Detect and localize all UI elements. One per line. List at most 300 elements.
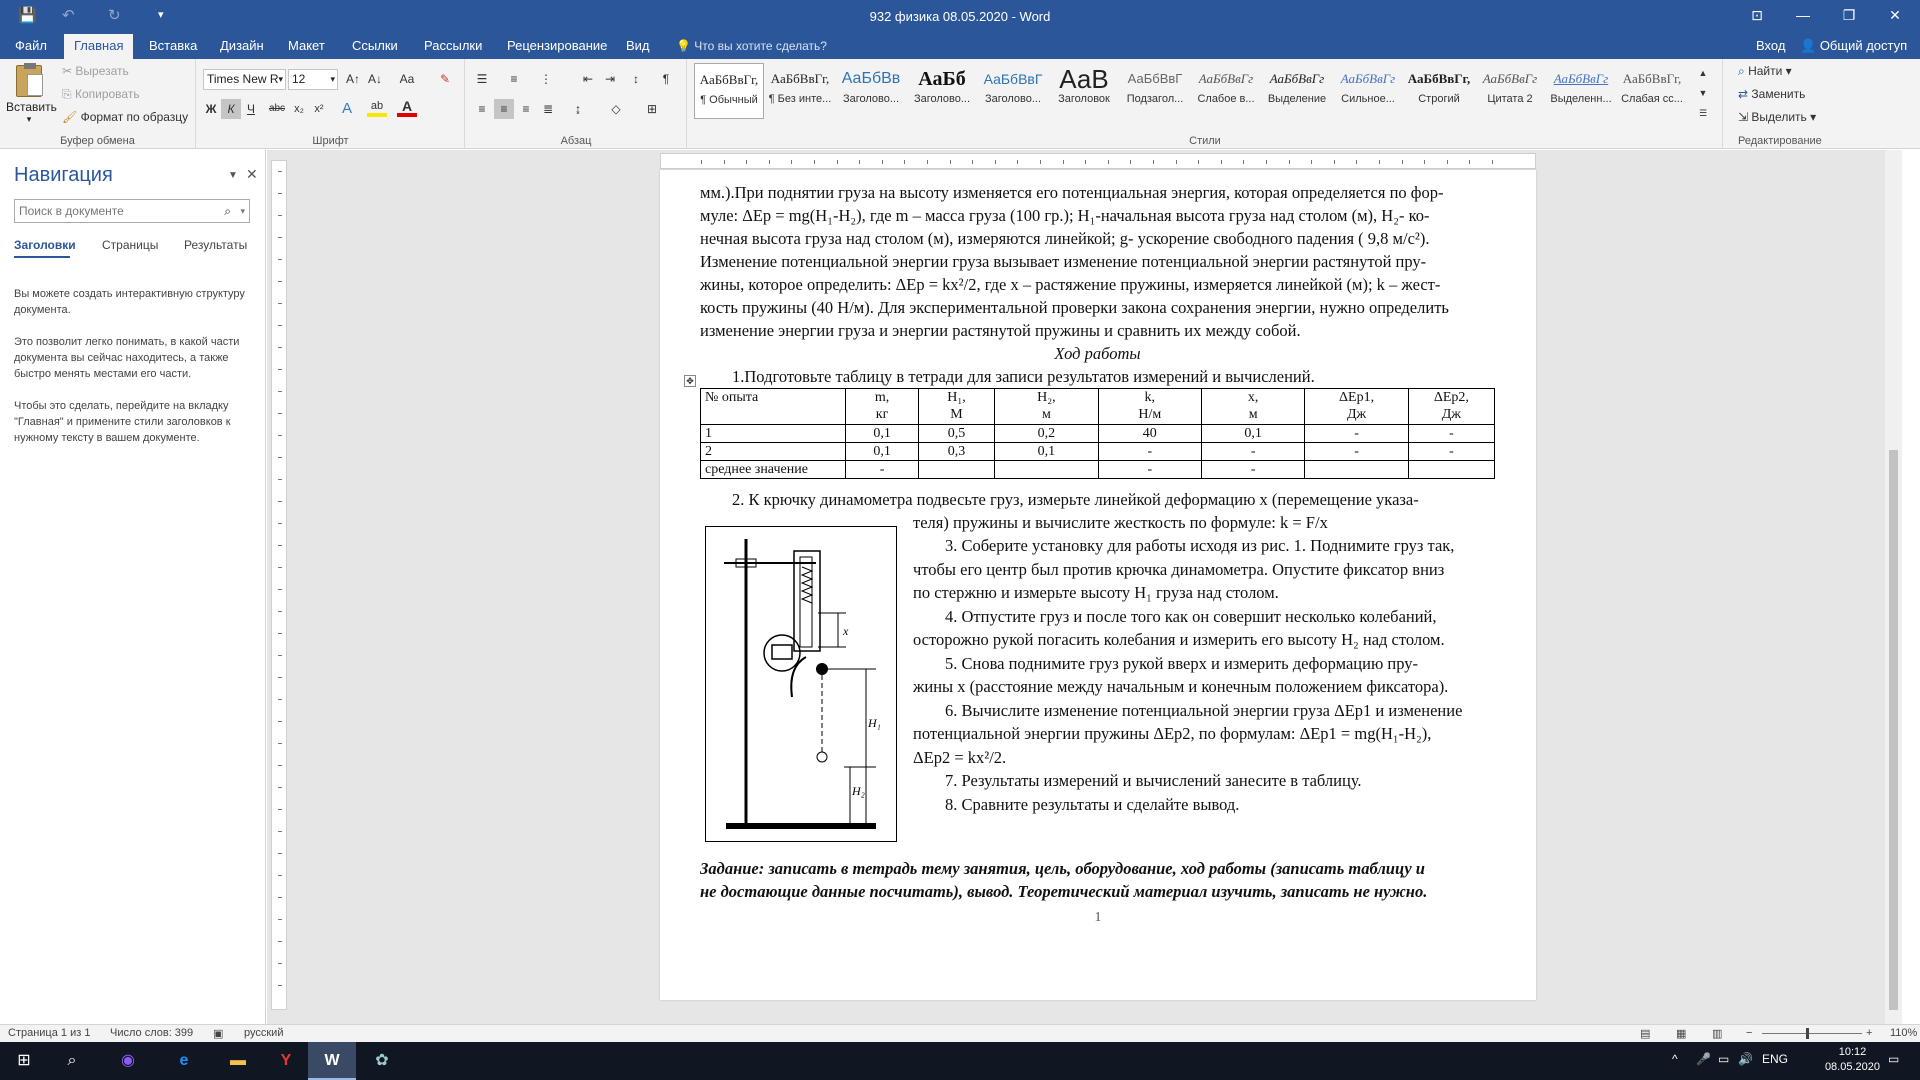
style-preview: АаБбВв	[841, 70, 901, 87]
vertical-scrollbar[interactable]	[1885, 150, 1902, 1024]
ruler-tick	[995, 160, 996, 164]
text-effects-icon[interactable]: A	[341, 100, 352, 117]
tell-me-box[interactable]	[676, 39, 827, 53]
align-center-icon[interactable]: ≡	[494, 99, 514, 119]
format-painter-button[interactable]	[62, 110, 188, 124]
header-text: m,	[874, 390, 890, 405]
style-tile[interactable]	[1546, 63, 1616, 119]
ruler-tick	[972, 160, 973, 164]
table-cell[interactable]: 40	[1098, 425, 1201, 443]
ruler-tick	[278, 215, 282, 216]
procedure-line: ΔEр2 = kx²/2.	[913, 747, 1007, 767]
find-button[interactable]: ⌕ Найти ▾	[1738, 64, 1792, 78]
copy-button[interactable]	[62, 87, 140, 102]
header-text: Дж	[1346, 407, 1367, 422]
table-cell[interactable]: -	[1201, 443, 1304, 461]
table-cell[interactable]: 1	[701, 425, 846, 443]
shrink-font-icon[interactable]: A↓	[367, 72, 382, 86]
style-preview: АаБбВвГг	[1269, 71, 1325, 86]
ruler-tick	[278, 347, 282, 348]
tab-references[interactable]: Ссылки	[352, 38, 398, 53]
ruler-tick	[278, 391, 282, 392]
ruler-tick	[1289, 160, 1290, 164]
ruler-tick	[1108, 160, 1109, 164]
table-cell[interactable]: 0,1	[846, 425, 919, 443]
ruler-tick	[1311, 160, 1312, 164]
chevron-down-icon: ▾	[330, 74, 335, 84]
vertical-ruler[interactable]	[271, 160, 287, 1010]
ruler-tick	[278, 589, 282, 590]
ruler-tick	[1402, 160, 1403, 164]
header-text: ΔEр1,	[1339, 390, 1375, 405]
change-case-icon[interactable]: Aa	[399, 72, 415, 86]
zoom-out-icon[interactable]: −	[1746, 1027, 1753, 1039]
nav-hint-1: Вы можете создать интерактивную структуру документа.	[14, 288, 245, 316]
ruler-tick	[278, 369, 282, 370]
procedure-line: жины x (расстояние между начальным и конечным положением фиксатора).	[913, 677, 1449, 696]
ruler-tick	[927, 160, 928, 164]
ruler-tick	[882, 160, 883, 164]
table-cell[interactable]: -	[1408, 443, 1494, 461]
ruler-tick	[278, 457, 282, 458]
style-tile[interactable]	[978, 63, 1048, 119]
procedure-line: 4. Отпустите груз и после того как он совершит несколько колебаний,	[945, 606, 1437, 626]
borders-icon[interactable]: ⊞	[646, 102, 658, 116]
ruler-tick	[859, 160, 860, 164]
ruler-tick	[278, 787, 282, 788]
sign-in-link[interactable]: Вход	[1756, 38, 1786, 53]
style-tile[interactable]	[1262, 63, 1332, 119]
ruler-tick	[278, 831, 282, 832]
procedure-line: чтобы его центр был против крючка динамометра. Опустите фиксатор вниз	[913, 559, 1445, 579]
clipboard-group-label: Буфер обмена	[60, 135, 135, 147]
copy-label: Копировать	[74, 87, 140, 101]
increase-indent-icon[interactable]: ⇥	[604, 72, 616, 86]
font-group	[197, 59, 465, 149]
style-name: Выделение	[1267, 93, 1327, 105]
font-family-value: Times New R	[207, 72, 279, 86]
sort-icon[interactable]: ↕	[633, 72, 639, 86]
tab-design[interactable]: Дизайн	[220, 38, 264, 53]
find-label: Найти	[1748, 64, 1783, 78]
volume-icon[interactable]: 🔊	[1738, 1052, 1753, 1066]
person-icon: 👤	[1800, 38, 1817, 53]
scroll-down-icon[interactable]: ▼	[1698, 88, 1708, 98]
table-cell[interactable]: 0,5	[918, 425, 994, 443]
table-header-cell	[1408, 389, 1494, 425]
table-cell[interactable]: 2	[701, 443, 846, 461]
font-color-icon[interactable]: A	[397, 99, 417, 117]
figure-label-x: x	[843, 624, 849, 638]
restore-button[interactable]: ❐	[1842, 7, 1856, 23]
ruler-tick	[278, 677, 282, 678]
style-name: Строгий	[1418, 93, 1460, 105]
ruler-tick	[278, 875, 282, 876]
table-cell[interactable]	[1408, 461, 1494, 479]
style-name: Заголовок	[1058, 93, 1110, 105]
style-name: Заголово...	[842, 93, 900, 105]
word-taskbar-icon[interactable]: W	[308, 1042, 356, 1080]
align-right-icon[interactable]: ≡	[522, 102, 530, 116]
ruler-tick	[278, 479, 282, 480]
font-size-select[interactable]	[288, 69, 338, 90]
apparatus-drawing	[706, 527, 896, 841]
style-preview: АаБбВвГг	[1198, 71, 1254, 86]
paste-label: Вставить	[6, 100, 57, 114]
header-text: № опыта	[705, 390, 759, 405]
search-input[interactable]	[14, 199, 250, 223]
ruler-tick	[1447, 160, 1448, 164]
ruler-tick	[724, 160, 725, 164]
paintbrush-icon: 🖌	[62, 110, 78, 124]
style-tile[interactable]	[1049, 63, 1119, 119]
grow-font-icon[interactable]: A↑	[345, 72, 360, 86]
read-mode-icon[interactable]: ▤	[1640, 1028, 1651, 1040]
style-tile[interactable]	[1475, 63, 1545, 119]
underline-icon[interactable]: Ч	[247, 102, 255, 116]
cut-button[interactable]	[62, 64, 129, 78]
ruler-tick	[278, 193, 282, 194]
window-title: 932 физика 08.05.2020 - Word	[869, 9, 1051, 24]
table-cell[interactable]: 0,1	[1201, 425, 1304, 443]
style-preview: АаБбВвГг,	[699, 72, 759, 87]
word-count[interactable]: Число слов: 399	[110, 1027, 194, 1039]
clock[interactable]	[1825, 1045, 1880, 1075]
style-preview: АаБбВвГг,	[770, 71, 830, 86]
tab-results[interactable]: Результаты	[184, 238, 248, 252]
procedure-line: осторожно рукой погасить колебания и измерить его высоту H₂ над столом.	[913, 630, 1445, 649]
table-cell[interactable]	[1305, 461, 1408, 479]
tab-view[interactable]: Вид	[626, 38, 650, 53]
ruler-tick	[278, 171, 282, 172]
tab-home[interactable]: Главная	[64, 34, 133, 59]
network-icon[interactable]: ▭	[1718, 1052, 1730, 1066]
style-tile[interactable]	[836, 63, 906, 119]
style-tile[interactable]	[1333, 63, 1403, 119]
tab-review[interactable]: Рецензирование	[507, 38, 608, 53]
style-preview: АаБбВвГг	[1553, 71, 1609, 86]
font-family-select[interactable]	[203, 69, 286, 90]
chevron-down-icon[interactable]: ▾	[240, 206, 245, 216]
table-cell[interactable]: 0,1	[846, 443, 919, 461]
chevron-down-icon: ▾	[278, 74, 283, 84]
results-table[interactable]	[700, 388, 1495, 479]
ruler-tick	[904, 160, 905, 164]
redo-icon[interactable]: ↻	[108, 7, 121, 24]
clear-formatting-icon[interactable]: ✎	[439, 72, 451, 86]
ruler-tick	[278, 237, 282, 238]
body-line: кость пружины (40 Н/м). Для экспериментальной проверки закона сохранения энергии, нужно определить	[700, 298, 1449, 317]
style-tile[interactable]	[1617, 63, 1687, 119]
style-tile[interactable]	[1404, 63, 1474, 119]
style-name: Сильное...	[1341, 93, 1395, 105]
ruler-tick	[1221, 160, 1222, 164]
table-cell[interactable]: 0,1	[995, 443, 1098, 461]
ruler-tick	[278, 325, 282, 326]
table-header-cell	[918, 389, 994, 425]
pilcrow-icon[interactable]: ¶	[662, 72, 670, 86]
page-number: 1	[1094, 910, 1102, 925]
procedure-line: 5. Снова поднимите груз рукой вверх и измерить деформацию пру-	[945, 653, 1418, 673]
table-cell[interactable]	[995, 461, 1098, 479]
tab-layout[interactable]: Макет	[288, 38, 325, 53]
table-cell[interactable]: -	[1305, 425, 1408, 443]
alice-assistant-icon[interactable]: ◉	[121, 1052, 135, 1069]
body-line: мм.).При поднятии груза на высоту изменяется его потенциальная энергия, которая определяется по фор-	[700, 183, 1444, 202]
shading-icon[interactable]: ◇	[611, 102, 621, 116]
decrease-indent-icon[interactable]: ⇤	[582, 72, 594, 86]
body-line: Изменение потенциальной энергии груза вызывает изменение потенциальной энергии растянутой пру-	[700, 252, 1427, 271]
numbering-icon[interactable]: ≡	[510, 72, 518, 86]
zoom-slider-thumb[interactable]	[1806, 1028, 1809, 1039]
language[interactable]: русский	[244, 1027, 284, 1039]
header-text: ΔEр2,	[1433, 390, 1469, 405]
scroll-up-icon[interactable]: ▲	[1698, 68, 1708, 78]
tab-insert[interactable]: Вставка	[149, 38, 198, 53]
style-name: Слабая сс...	[1621, 93, 1683, 105]
ruler-tick	[278, 611, 282, 612]
status-bar	[0, 1024, 1920, 1042]
style-tile[interactable]	[765, 63, 835, 119]
ruler-tick	[278, 809, 282, 810]
minimize-button[interactable]: —	[1796, 7, 1810, 23]
table-header-cell	[846, 389, 919, 425]
notifications-icon[interactable]: ▭	[1888, 1052, 1900, 1066]
tab-file[interactable]: Файл	[15, 38, 47, 53]
bold-icon[interactable]: Ж	[205, 102, 217, 116]
active-tab-underline	[14, 256, 70, 258]
table-cell[interactable]: 0,2	[995, 425, 1098, 443]
procedure-line: 3. Соберите установку для работы исходя из рис. 1. Поднимите груз так,	[945, 536, 1455, 555]
table-row	[701, 425, 1495, 443]
ruler-tick	[1063, 160, 1064, 164]
select-button[interactable]: ⇲ Выделить ▾	[1738, 110, 1817, 124]
table-header-row	[701, 389, 1495, 425]
style-preview: АаБбВвГг,	[1407, 71, 1471, 86]
paste-button[interactable]	[6, 63, 57, 133]
table-cell[interactable]: -	[1098, 443, 1201, 461]
replace-button[interactable]	[1738, 87, 1805, 101]
ruler-tick	[278, 919, 282, 920]
ruler-tick	[278, 765, 282, 766]
table-cell[interactable]: -	[1408, 425, 1494, 443]
header-text: k,	[1144, 390, 1156, 405]
table-cell[interactable]	[918, 461, 994, 479]
justify-icon[interactable]: ≣	[542, 102, 554, 116]
show-hidden-icons-icon[interactable]: ^	[1672, 1052, 1678, 1066]
table-header-cell	[1098, 389, 1201, 425]
edge-icon[interactable]: e	[179, 1052, 189, 1069]
nav-hint-2: Это позволит легко понимать, в какой части документа вы сейчас находитесь, а также быстро менять местами его части.	[14, 336, 240, 380]
figure-label-h2: H₂	[852, 784, 865, 798]
ruler-tick	[278, 897, 282, 898]
horizontal-ruler[interactable]	[660, 153, 1536, 169]
header-text: м	[1248, 407, 1258, 422]
style-tile[interactable]	[1191, 63, 1261, 119]
windows-start-icon[interactable]: ⊞	[17, 1052, 31, 1069]
step-2-line-2: теля) пружины и вычислите жесткость по формуле: k = F/x	[913, 513, 1328, 532]
table-cell[interactable]: -	[846, 461, 919, 479]
style-preview: АаБбВвГ	[1127, 71, 1183, 86]
multilevel-list-icon[interactable]: ⋮	[540, 72, 552, 86]
ruler-tick	[1266, 160, 1267, 164]
highlight-icon[interactable]: ab	[367, 99, 387, 117]
ruler-tick	[278, 567, 282, 568]
ruler-tick	[950, 160, 951, 164]
ruler-tick	[278, 413, 282, 414]
taskbar	[0, 1042, 1920, 1080]
align-left-icon[interactable]: ≡	[478, 102, 486, 116]
body-line: изменение энергии груза и энергии растянутой пружины и сравнить их между собой.	[700, 321, 1301, 340]
body-line: жины, которое определить: ΔEр = kx²/2, где x – растяжение пружины, измеряется линейкой (м); k – жест-	[700, 275, 1441, 294]
table-cell[interactable]: среднее значение	[701, 461, 846, 479]
chevron-down-icon: ▾	[26, 114, 32, 124]
style-preview: АаБбВвГг	[1340, 71, 1396, 86]
ribbon	[0, 59, 1920, 149]
ruler-tick	[1153, 160, 1154, 164]
page-count[interactable]: Страница 1 из 1	[8, 1027, 91, 1039]
search-icon: ⌕	[1738, 64, 1745, 78]
cursor-icon: ⇲	[1738, 110, 1749, 124]
ruler-tick	[1198, 160, 1199, 164]
table-cell[interactable]: 0,3	[918, 443, 994, 461]
style-preview: АаВ	[1059, 64, 1109, 93]
style-name: ¶ Обычный	[700, 94, 758, 106]
table-row	[701, 443, 1495, 461]
procedure-line: 8. Сравните результаты и сделайте вывод.	[945, 794, 1240, 814]
close-icon[interactable]: ✕	[246, 166, 258, 182]
pane-options-icon[interactable]: ▼	[228, 170, 238, 181]
zoom-in-icon[interactable]: +	[1866, 1027, 1873, 1039]
scrollbar-thumb[interactable]	[1889, 450, 1898, 1010]
style-preview: АаБбВвГг	[1482, 71, 1538, 86]
header-text: Н/м	[1138, 407, 1162, 422]
ruler-tick	[278, 501, 282, 502]
title-bar	[0, 0, 1920, 34]
ruler-tick	[278, 963, 282, 964]
styles-group	[688, 59, 1723, 149]
style-preview: АаБбВвГг,	[1622, 71, 1682, 86]
customize-toolbar-icon[interactable]: ▾	[158, 9, 164, 21]
section-heading: Ход работы	[1054, 344, 1141, 363]
proofing-icon[interactable]: ▣	[213, 1028, 224, 1040]
style-preview: АаБбВвГ	[983, 71, 1043, 87]
style-tile[interactable]	[694, 63, 764, 119]
style-name: Цитата 2	[1487, 93, 1533, 105]
more-styles-icon[interactable]: ☰	[1698, 108, 1708, 118]
search-placeholder: Поиск в документе	[19, 204, 124, 218]
replace-icon: ⇄	[1738, 87, 1749, 101]
ruler-tick	[278, 743, 282, 744]
ruler-tick	[278, 985, 282, 986]
share-label: Общий доступ	[1819, 38, 1908, 53]
strikethrough-icon[interactable]: abc	[268, 103, 286, 114]
tab-headings[interactable]: Заголовки	[14, 238, 76, 252]
ruler-tick	[278, 435, 282, 436]
document-area	[267, 150, 1902, 1024]
ruler-tick	[278, 259, 282, 260]
ruler-tick	[1356, 160, 1357, 164]
search-icon[interactable]: ⌕	[224, 204, 231, 218]
bullets-icon[interactable]: ☰	[476, 72, 488, 86]
navigation-pane	[0, 150, 266, 1024]
ruler-tick	[814, 160, 815, 164]
style-name: Слабое в...	[1197, 93, 1255, 105]
header-text: x,	[1247, 390, 1259, 405]
style-preview: АаБб	[918, 68, 966, 90]
style-name: Заголово...	[984, 93, 1042, 105]
style-tile[interactable]	[1120, 63, 1190, 119]
table-move-handle-icon[interactable]: ✥	[684, 375, 696, 387]
select-label: Выделить	[1751, 110, 1807, 124]
ruler-tick	[278, 721, 282, 722]
superscript-icon[interactable]: x²	[314, 103, 324, 115]
body-line: муле: ΔEр = mg(H₁-H₂), где m – масса груза (100 гр.); H₁-начальная высота груза над столом (м), H₂- ко-	[700, 206, 1430, 225]
table-cell[interactable]: -	[1098, 461, 1201, 479]
lightbulb-icon: 💡	[676, 39, 691, 53]
zoom-slider[interactable]	[1762, 1033, 1862, 1034]
procedure-line: потенциальной энергии пружины ΔEр2, по формулам: ΔEр1 = mg(H₁-H₂),	[913, 724, 1432, 743]
ruler-tick	[278, 545, 282, 546]
header-text: H₂,	[1037, 390, 1056, 405]
scissors-icon: ✂	[62, 64, 73, 78]
header-text: Дж	[1441, 407, 1461, 422]
keyboard-language[interactable]: ENG	[1762, 1052, 1789, 1066]
tab-pages[interactable]: Страницы	[102, 238, 159, 252]
app-taskbar-icon[interactable]: ✿	[375, 1052, 389, 1069]
italic-icon[interactable]: К	[221, 99, 241, 119]
ruler-tick	[1040, 160, 1041, 164]
table-cell[interactable]: -	[1201, 461, 1304, 479]
ruler-tick	[278, 523, 282, 524]
yandex-browser-icon[interactable]: Y	[280, 1052, 292, 1069]
tab-mailings[interactable]: Рассылки	[424, 38, 483, 53]
undo-icon[interactable]: ↶	[62, 7, 75, 24]
ruler-tick	[1176, 160, 1177, 164]
print-layout-icon[interactable]: ▦	[1676, 1028, 1687, 1040]
replace-label: Заменить	[1751, 87, 1806, 101]
save-icon[interactable]: 💾	[18, 7, 37, 24]
table-cell[interactable]: -	[1305, 443, 1408, 461]
search-icon[interactable]: ⌕	[67, 1052, 77, 1069]
style-name: Заголово...	[913, 93, 971, 105]
table-header-cell	[995, 389, 1098, 425]
header-text: кг	[875, 407, 889, 422]
ribbon-tabs	[0, 34, 1920, 59]
ruler-tick	[1017, 160, 1018, 164]
line-spacing-icon[interactable]: ↨	[575, 102, 581, 116]
ruler-tick	[278, 941, 282, 942]
procedure-line: 7. Результаты измерений и вычислений занесите в таблицу.	[945, 771, 1362, 790]
navigation-title: Навигация	[14, 164, 113, 186]
subscript-icon[interactable]: x₂	[294, 103, 304, 115]
ruler-tick	[278, 699, 282, 700]
style-name: ¶ Без инте...	[768, 93, 832, 105]
style-tile[interactable]	[907, 63, 977, 119]
ruler-tick	[1130, 160, 1131, 164]
task-line-2: не достающие данные посчитать), вывод. Теоретический материал изучить, записать не нужно.	[700, 882, 1428, 901]
share-button[interactable]	[1800, 38, 1907, 54]
microphone-icon[interactable]: 🎤	[1696, 1052, 1711, 1066]
zoom-level[interactable]: 110%	[1890, 1027, 1918, 1039]
file-explorer-icon[interactable]: ▬	[230, 1052, 246, 1069]
web-layout-icon[interactable]: ▥	[1712, 1028, 1723, 1040]
close-button[interactable]: ✕	[1889, 7, 1901, 23]
ribbon-display-options-icon[interactable]: ⊡	[1751, 7, 1763, 23]
ruler-tick	[746, 160, 747, 164]
document-page[interactable]	[660, 170, 1536, 1000]
ruler-tick	[791, 160, 792, 164]
